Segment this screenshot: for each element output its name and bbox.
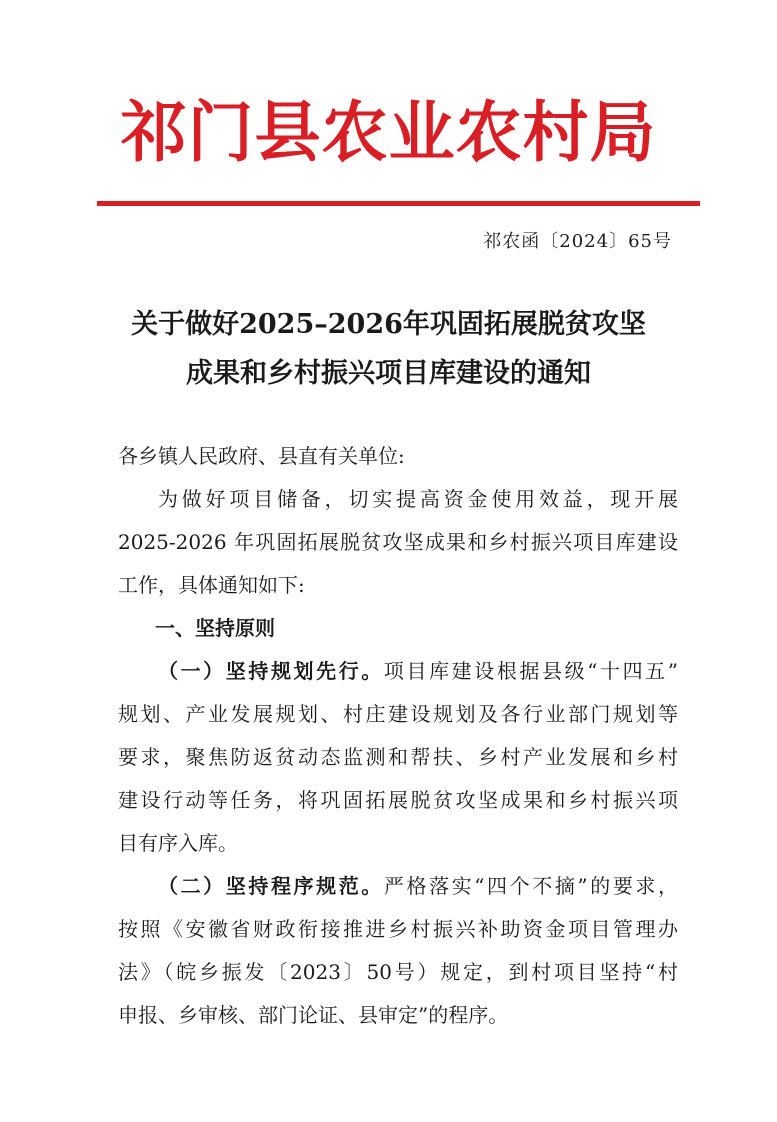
para1-line-4: 建设行动等任务，将巩固拓展脱贫攻坚成果和乡村振兴项 <box>118 788 678 812</box>
org-letterhead: 祁门县农业农村局 <box>120 93 657 171</box>
para2-line-3: 法》（皖乡振发〔2023〕50号）规定，到村项目坚持“村 <box>118 960 678 984</box>
para1-line-5: 目有序入库。 <box>118 831 238 855</box>
para1-line-2: 规划、产业发展规划、村庄建设规划及各行业部门规划等 <box>118 702 678 726</box>
notice-title-line-2: 成果和乡村振兴项目库建设的通知 <box>186 358 591 389</box>
para2-line-4: 申报、乡审核、部门论证、县审定”的程序。 <box>118 1003 509 1027</box>
intro-line-1: 为做好项目储备，切实提高资金使用效益，现开展 <box>158 487 678 511</box>
para2-first-line <box>158 866 678 906</box>
document-number: 祁农函〔2024〕65号 <box>483 231 672 252</box>
section-heading-principles: 一、坚持原则 <box>155 616 275 640</box>
letterhead-red-rule <box>97 201 700 206</box>
para2-line-2: 按照《安徽省财政衔接推进乡村振兴补助资金项目管理办 <box>118 917 678 941</box>
notice-title-line-1: 关于做好2025–2026年巩固拓展脱贫攻坚 <box>131 309 646 340</box>
para2-lead: （二）坚持程序规范。 <box>158 874 384 898</box>
intro-line-2: 2025-2026 年巩固拓展脱贫攻坚成果和乡村振兴项目库建设 <box>118 530 678 554</box>
para2-first-rest: 严格落实“四个不摘”的要求， <box>383 874 678 898</box>
para1-first-rest: 项目库建设根据县级“十四五” <box>383 659 678 683</box>
para1-lead: （一）坚持规划先行。 <box>158 659 384 683</box>
para1-first-line <box>158 651 678 691</box>
para1-line-3: 要求，聚焦防返贫动态监测和帮扶、乡村产业发展和乡村 <box>118 745 678 769</box>
addressee: 各乡镇人民政府、县直有关单位: <box>118 444 405 468</box>
intro-line-3: 工作，具体通知如下: <box>118 573 305 597</box>
